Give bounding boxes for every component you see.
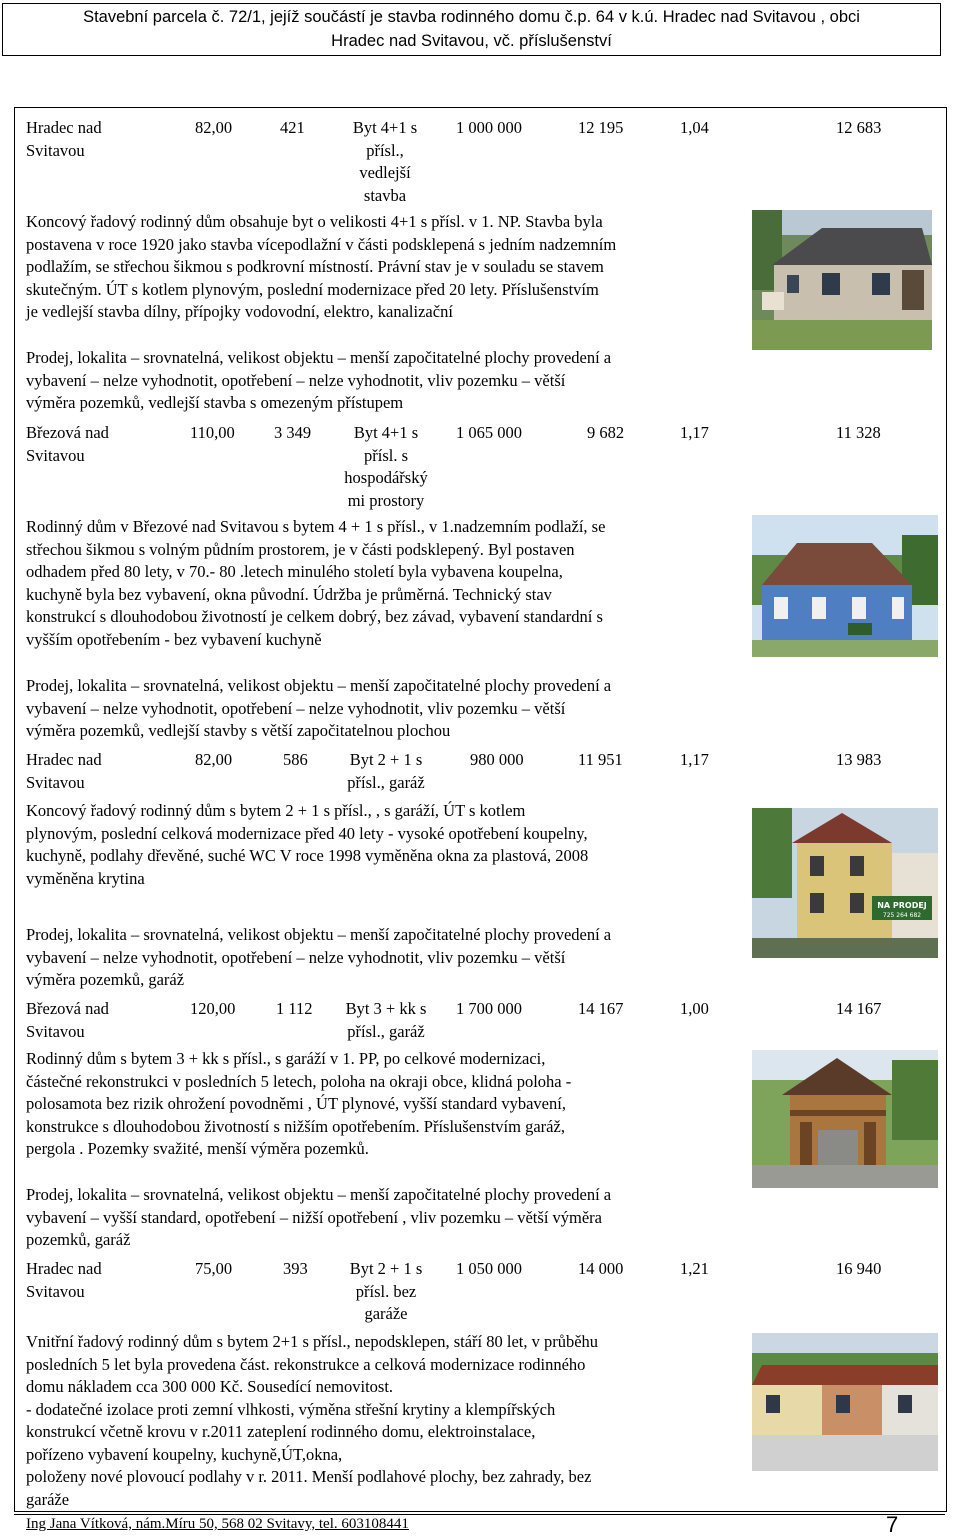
entry-area: 75,00 <box>195 1259 233 1278</box>
entry-adjusted-price: 11 328 <box>836 423 881 442</box>
entry-evaluation: Prodej, lokalita – srovnatelná, velikost objektu – menší započitatelné plochy provedení a vybavení – nelze vyhodnotit, opotřebení – nelze vyhodnotit, vliv pozemku – větší výměra pozemků, vedlejší stavba s omezeným přístupem <box>26 348 612 412</box>
house-photo <box>752 210 932 350</box>
entry-description: Rodinný dům v Březové nad Svitavou s bytem 4 + 1 s přísl., v 1.nadzemním podlaží, se střechou šikmou s volným půdním prostorem, je v části podsklepený. Byl postaven odhadem před 80 lety, v 70.- 80 .letech minulého století byla vybavena koupelna, kuchyně byla bez vybavení, okna původní. Údržba je průměrná. Technický stav konstrukcí s dlouhodobou životností je celkem dobrý, bez závad, vybavení standardní s vyšším opotřebením - bez vybavení kuchyně <box>26 517 606 649</box>
svg-text:725 264 682: 725 264 682 <box>882 912 922 919</box>
entry-unit-price: 14 167 <box>578 999 624 1018</box>
entry-land: 586 <box>283 750 308 769</box>
header-line-2: Hradec nad Svitavou, vč. příslušenství <box>331 32 612 50</box>
entry-type: Byt 4+1 s přísl. s hospodářský mi prostory <box>344 423 428 510</box>
entry-evaluation: Prodej, lokalita – srovnatelná, velikost objektu – menší započitatelné plochy provedení a vybavení – nelze vyhodnotit, opotřebení – nelze vyhodnotit, vliv pozemku – větší výměra pozemků, garáž <box>26 925 612 989</box>
entry-coefficient: 1,00 <box>680 999 709 1018</box>
footer-author: Ing Jana Vítková, nám.Míru 50, 568 02 Svitavy, tel. 603108441 <box>26 1516 409 1532</box>
entry-place: Březová nad Svitavou <box>26 999 109 1041</box>
entry-area: 120,00 <box>190 999 236 1018</box>
header-line-1: Stavební parcela č. 72/1, jejíž součástí je stavba rodinného domu č.p. 64 v k.ú. Hradec nad Svitavou , obci <box>83 8 860 26</box>
entry-evaluation: Prodej, lokalita – srovnatelná, velikost objektu – menší započitatelné plochy provedení a vybavení – nelze vyhodnotit, opotřebení – nelze vyhodnotit, vliv pozemku – větší výměra pozemků, vedlejší stavby s větší započitatelnou plochou <box>26 676 612 740</box>
svg-text:NA PRODEJ: NA PRODEJ <box>877 901 927 910</box>
entry-description: Vnitřní řadový rodinný dům s bytem 2+1 s přísl., nepodsklepen, stáří 80 let, v průběhu posledních 5 let byla provedena část. rekonstrukce a celková modernizace rodinného domu nákladem cca 300 000 Kč. Sousedící nemovitost. - dodatečné izolace proti zemní vlhkosti, výměna střešní krytiny a klempířských konstrukcí včetně krovu v r.2011 zateplení rodinného domu, elektroinstalace, pořízeno vybavení koupelny, kuchyně,ÚT,okna, položeny nové plovoucí podlahy v r. 2011. Menší podlahové plochy, bez zahrady, bez garáže <box>26 1332 599 1509</box>
entry-area: 82,00 <box>195 750 233 769</box>
entry-type: Byt 2 + 1 s přísl., garáž <box>347 750 425 792</box>
entry-coefficient: 1,17 <box>680 423 709 442</box>
entry-type: Byt 4+1 s přísl., vedlejší stavba <box>352 118 418 205</box>
document-header <box>2 3 941 56</box>
entry-adjusted-price: 12 683 <box>836 118 882 137</box>
entry-unit-price: 12 195 <box>578 118 624 137</box>
entry-place: Hradec nad Svitavou <box>26 118 102 160</box>
entry-coefficient: 1,04 <box>680 118 709 137</box>
entry-description: Rodinný dům s bytem 3 + kk s přísl., s garáží v 1. PP, po celkové modernizaci, částečné rekonstrukci v posledních 5 letech, poloha na okraji obce, klidná poloha - polosamota bez rizik ohrožení povodněmi , ÚT plynové, vyšší standard vybavení, konstrukce s dlouhodobou životností s nižším opotřebením. Příslušenstvím garáž, pergola . Pozemky svažité, menší výměra pozemků. <box>26 1049 572 1158</box>
entry-description: Koncový řadový rodinný dům obsahuje byt o velikosti 4+1 s přísl. v 1. NP. Stavba byla postavena v roce 1920 jako stavba vícepodlažní v části podsklepená s jedním nadzemním podlažím, se střechou šikmou s podkrovní místností. Právní stav je v souladu se stavem skutečným. ÚT s kotlem plynovým, poslední modernizace před 20 lety. Příslušenstvím je vedlejší stavba dílny, přípojky vodovodní, elektro, kanalizační <box>26 212 617 321</box>
entry-area: 82,00 <box>195 118 233 137</box>
house-photo <box>752 515 938 657</box>
house-photo <box>752 1050 938 1188</box>
entry-place: Březová nad Svitavou <box>26 423 109 465</box>
page-number: 7 <box>886 1512 899 1537</box>
entry-land: 3 349 <box>274 423 312 442</box>
entry-area: 110,00 <box>190 423 235 442</box>
entry-adjusted-price: 14 167 <box>836 999 882 1018</box>
entry-type: Byt 3 + kk s přísl., garáž <box>345 999 427 1041</box>
entry-place: Hradec nad Svitavou <box>26 1259 102 1301</box>
entry-unit-price: 11 951 <box>578 750 623 769</box>
entry-place: Hradec nad Svitavou <box>26 750 102 792</box>
entry-unit-price: 9 682 <box>587 423 625 442</box>
entry-price: 1 000 000 <box>456 118 522 137</box>
entry-price: 1 050 000 <box>456 1259 522 1278</box>
entry-price: 1 065 000 <box>456 423 522 442</box>
entry-land: 421 <box>280 118 305 137</box>
house-photo <box>752 1333 938 1471</box>
entry-coefficient: 1,17 <box>680 750 709 769</box>
entry-land: 1 112 <box>276 999 313 1018</box>
entry-price: 980 000 <box>470 750 524 769</box>
entry-type: Byt 2 + 1 s přísl. bez garáže <box>349 1259 423 1323</box>
entry-evaluation: Prodej, lokalita – srovnatelná, velikost objektu – menší započitatelné plochy provedení a vybavení – vyšší standard, opotřebení – nižší opotřebení , vliv pozemku – větší výměra pozemků, garáž <box>26 1185 612 1249</box>
entry-adjusted-price: 16 940 <box>836 1259 882 1278</box>
entry-land: 393 <box>283 1259 308 1278</box>
entry-adjusted-price: 13 983 <box>836 750 882 769</box>
entry-unit-price: 14 000 <box>578 1259 624 1278</box>
entry-price: 1 700 000 <box>456 999 522 1018</box>
house-photo <box>752 808 938 958</box>
entry-description: Koncový řadový rodinný dům s bytem 2 + 1 s přísl., , s garáží, ÚT s kotlem plynovým, poslední celková modernizace před 40 lety - vysoké opotřebení koupelny, kuchyně, podlahy dřevěné, suché WC V roce 1998 vyměněna okna za plastová, 2008 vyměněna krytina <box>26 801 589 888</box>
entry-coefficient: 1,21 <box>680 1259 709 1278</box>
